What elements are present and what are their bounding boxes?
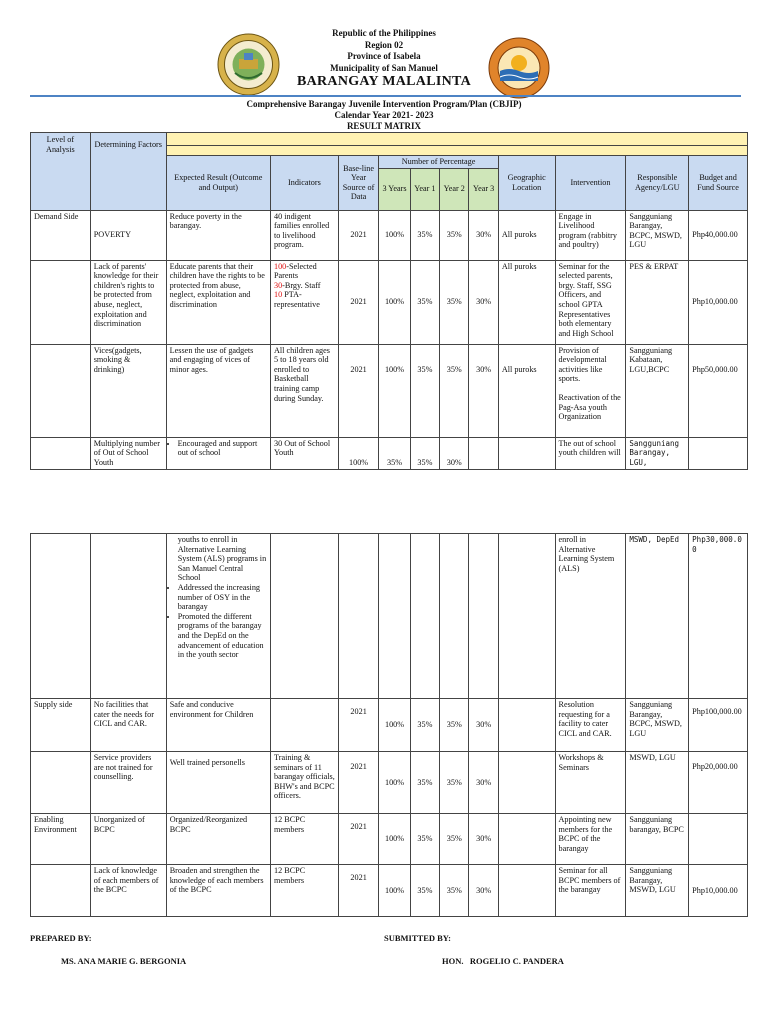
baseline-cell: 2021: [338, 699, 379, 752]
location-cell: [498, 437, 555, 469]
budget-cell: Php40,000.00: [689, 210, 748, 260]
agency-cell: Sangguniang Barangay, BCPC, MSWD, LGU: [626, 210, 689, 260]
indicator-cell: 12 BCPC members: [271, 865, 339, 917]
budget-cell: [689, 437, 748, 469]
col-factors-cell: [90, 156, 166, 211]
location-cell: [498, 699, 555, 752]
budget-cell: Php20,000.00: [689, 752, 748, 814]
result-matrix-header: [30, 155, 748, 470]
expected-cell: Reduce poverty in the barangay.: [166, 210, 270, 260]
pct-3y-cell: 100%: [379, 210, 410, 260]
level-cell: Demand Side: [31, 210, 91, 260]
matrix-title: RESULT MATRIX: [346, 121, 422, 131]
pct-y2-cell: 35%: [440, 865, 469, 917]
expected-cell: Educate parents that their children have the rights to be protected from abuse, neglect, exploitation and discrimination: [166, 260, 270, 344]
col-indicators: Indicators: [270, 156, 338, 211]
budget-cell: Php100,000.00: [689, 699, 748, 752]
pct-3y-cell: 100%: [379, 260, 410, 344]
col-percentage: Number of Percentage: [379, 156, 499, 169]
baseline-cell: 2021: [338, 814, 379, 865]
agency-cell: Sangguniang Barangay, MSWD, LGU: [626, 865, 689, 917]
intervention-text: Provision of developmental activities like sports.: [558, 345, 607, 384]
intervention-cell: [555, 344, 626, 437]
program-title: Comprehensive Barangay Juvenile Intervention Program/Plan (CBJIP): [246, 99, 522, 109]
republic-line: Republic of the Philippines: [332, 28, 436, 38]
preparer-name: MS. ANA MARIE G. BERGONIA: [61, 956, 187, 966]
budget-cell: Php30,000.00: [689, 534, 748, 699]
table-row: [31, 260, 748, 344]
pct-y3-cell: [469, 437, 498, 469]
level-cell: [31, 437, 91, 469]
agency-cell: Sangguniang Barangay, BCPC, MSWD, LGU: [626, 699, 689, 752]
col-budget: Budget and Fund Source: [689, 156, 748, 211]
table-row: [31, 865, 748, 917]
expected-cell: [166, 437, 270, 469]
agency-cell: Sangguniang barangay, BCPC: [626, 814, 689, 865]
indicator-label: -Selected Parents: [273, 261, 317, 281]
col-3years: 3 Years: [379, 168, 410, 210]
header-divider: [30, 95, 741, 97]
budget-cell: Php10,000.00: [689, 260, 748, 344]
table-row: [31, 752, 748, 814]
baseline-cell: 2021: [338, 344, 379, 437]
pct-y2-cell: [440, 534, 469, 699]
pct-3y-cell: 100%: [379, 344, 410, 437]
expected-cell: Lessen the use of gadgets and engaging of vices of minor ages.: [166, 344, 270, 437]
indicator-cell: [270, 260, 338, 344]
col-location: Geographic Location: [498, 156, 555, 211]
prepared-by-label: PREPARED BY:: [30, 933, 92, 943]
intervention-text-2: Reactivation of the Pag-Asa youth Organization: [558, 392, 621, 422]
yellow-band-1: [166, 133, 747, 146]
pct-y1-cell: 35%: [410, 699, 439, 752]
factor-cell: Unorganized of BCPC: [90, 814, 166, 865]
intervention-cell: Seminar for the selected parents, brgy. Staff, SSG Officers, and school GPTA Representatives both elementary and High School: [555, 260, 626, 344]
pct-y1-cell: 35%: [410, 210, 439, 260]
indicator-cell: [271, 534, 339, 699]
pct-y2-cell: 35%: [440, 210, 469, 260]
pct-y3-cell: 30%: [469, 699, 498, 752]
col-factors: Determining Factors: [90, 133, 166, 158]
municipality-line: Municipality of San Manuel: [330, 62, 438, 73]
baseline-cell: 2021: [338, 260, 379, 344]
level-cell: [31, 260, 91, 344]
location-cell: [498, 752, 555, 814]
location-cell: All puroks: [498, 210, 555, 260]
location-cell: All puroks: [498, 260, 555, 344]
agency-cell: PES & ERPAT: [626, 260, 689, 344]
factor-cell: Vices(gadgets, smoking & drinking): [90, 344, 166, 437]
factor-cell: Service providers are not trained for counselling.: [90, 752, 166, 814]
col-year3: Year 3: [469, 168, 498, 210]
budget-cell: Php50,000.00: [689, 344, 748, 437]
expected-cell: [166, 534, 270, 699]
baseline-cell: 100%: [338, 437, 379, 469]
expected-bullet: • Addressed the increasing number of OSY in the barangay: [178, 583, 267, 612]
intervention-cell: The out of school youth children will: [555, 437, 626, 469]
result-matrix-table-page2: [30, 533, 748, 917]
budget-cell: [689, 814, 748, 865]
pct-y2-cell: 35%: [440, 814, 469, 865]
col-intervention: Intervention: [555, 156, 626, 211]
table-row: [31, 699, 748, 752]
indicator-cell: Training & seminars of 11 barangay officials, BHW's and BCPC officers.: [271, 752, 339, 814]
expected-bullet: • Encouraged and support out of school: [178, 439, 267, 458]
pct-y3-cell: 30%: [469, 814, 498, 865]
col-year2: Year 2: [440, 168, 469, 210]
table-row: [31, 437, 748, 469]
baseline-cell: 2021: [338, 210, 379, 260]
region-line: Region 02: [364, 39, 404, 50]
table-row: [31, 534, 748, 699]
expected-cell: Organized/Reorganized BCPC: [166, 814, 270, 865]
pct-y3-cell: 30%: [469, 210, 498, 260]
pct-y1-cell: 35%: [410, 752, 439, 814]
pct-y2-cell: 35%: [440, 699, 469, 752]
pct-y2-cell: 30%: [440, 437, 469, 469]
level-cell: [31, 752, 91, 814]
agency-cell: Sangguniang Barangay, LGU,: [626, 437, 689, 469]
pct-y2-cell: 35%: [440, 260, 469, 344]
pct-y2-cell: 35%: [440, 344, 469, 437]
agency-cell: MSWD, DepEd: [626, 534, 689, 699]
indicator-label: PTA-representative: [273, 290, 320, 309]
pct-y3-cell: 30%: [469, 344, 498, 437]
col-level: Level of Analysis: [31, 133, 91, 158]
submitted-by-label: SUBMITTED BY:: [384, 933, 451, 943]
pct-y1-cell: 35%: [410, 437, 439, 469]
document-titles: [0, 99, 768, 132]
level-cell: [31, 344, 91, 437]
indicator-count: 30: [273, 280, 283, 290]
expected-cell: Well trained personells: [166, 752, 270, 814]
intervention-cell: Seminar for all BCPC members of the barangay: [555, 865, 626, 917]
indicator-cell: [271, 699, 339, 752]
expected-bullet: • Promoted the different programs of the barangay and the DepEd on the advancement of education in the youth sector: [178, 612, 267, 660]
pct-3y-cell: 100%: [379, 865, 410, 917]
intervention-cell: Workshops & Seminars: [555, 752, 626, 814]
pct-y3-cell: 30%: [469, 260, 498, 344]
expected-continued: youths to enroll in Alternative Learning System (ALS) programs in San Manuel Central School: [177, 535, 267, 583]
agency-cell: MSWD, LGU: [626, 752, 689, 814]
pct-y1-cell: 35%: [410, 865, 439, 917]
col-agency: Responsible Agency/LGU: [626, 156, 689, 211]
level-cell: Enabling Environment: [31, 814, 91, 865]
letterhead: [0, 28, 768, 90]
pct-3y-cell: 35%: [379, 437, 410, 469]
table-row: [31, 210, 748, 260]
factor-cell: Multiplying number of Out of School Youth: [90, 437, 166, 469]
pct-3y-cell: 100%: [379, 752, 410, 814]
col-baseline: Base-line Year Source of Data: [338, 156, 379, 211]
intervention-cell: Appointing new members for the BCPC of the barangay: [555, 814, 626, 865]
level-cell: Supply side: [31, 699, 91, 752]
indicator-count: 100: [273, 261, 287, 271]
pct-y3-cell: 30%: [469, 752, 498, 814]
indicator-count: 10: [273, 290, 283, 300]
pct-y1-cell: 35%: [410, 344, 439, 437]
col-expected: Expected Result (Outcome and Output): [166, 156, 270, 211]
pct-y2-cell: 35%: [440, 752, 469, 814]
location-cell: [498, 865, 555, 917]
province-line: Province of Isabela: [347, 51, 421, 61]
factor-cell: No facilities that cater the needs for CICL and CAR.: [90, 699, 166, 752]
agency-cell: Sangguniang Kabataan, LGU,BCPC: [626, 344, 689, 437]
pct-3y-cell: [379, 534, 410, 699]
baseline-cell: 2021: [338, 752, 379, 814]
expected-cell: Safe and conducive environment for Children: [166, 699, 270, 752]
col-level-cell: [31, 156, 91, 211]
col-year1: Year 1: [410, 168, 439, 210]
pct-y3-cell: 30%: [469, 865, 498, 917]
factor-cell: [90, 534, 166, 699]
pct-y1-cell: 35%: [410, 814, 439, 865]
factor-cell: POVERTY: [90, 210, 166, 260]
baseline-cell: [338, 534, 379, 699]
indicator-cell: 40 indigent families enrolled to livelihood program.: [270, 210, 338, 260]
intervention-cell: enroll in Alternative Learning System (ALS): [555, 534, 626, 699]
pct-y1-cell: [410, 534, 439, 699]
pct-3y-cell: 100%: [379, 699, 410, 752]
factor-cell: Lack of parents' knowledge for their children's rights to be protected from abuse, neglect, exploitation and discrimination: [90, 260, 166, 344]
table-row: [31, 344, 748, 437]
location-cell: [498, 534, 555, 699]
budget-cell: Php10,000.00: [689, 865, 748, 917]
indicator-cell: All children ages 5 to 18 years old enrolled to Basketball training camp during Sunday.: [270, 344, 338, 437]
pct-y1-cell: 35%: [410, 260, 439, 344]
indicator-cell: 12 BCPC members: [271, 814, 339, 865]
calendar-year: Calendar Year 2021- 2023: [334, 110, 434, 120]
pct-3y-cell: 100%: [379, 814, 410, 865]
level-cell: [31, 534, 91, 699]
intervention-cell: Resolution requesting for a facility to cater CICL and CAR.: [555, 699, 626, 752]
factor-cell: Lack of knowledge of each members of the BCPC: [90, 865, 166, 917]
baseline-cell: 2021: [338, 865, 379, 917]
indicator-cell: 30 Out of School Youth: [270, 437, 338, 469]
table-row: [31, 814, 748, 865]
pct-y3-cell: [469, 534, 498, 699]
level-cell: [31, 865, 91, 917]
barangay-name: BARANGAY MALALINTA: [296, 74, 472, 89]
indicator-label: -Brgy. Staff: [282, 280, 321, 290]
expected-cell: Broaden and strengthen the knowledge of each members of the BCPC: [166, 865, 270, 917]
location-cell: All puroks: [498, 344, 555, 437]
location-cell: [498, 814, 555, 865]
intervention-cell: Engage in Livelihood program (rabbitry and poultry): [555, 210, 626, 260]
submitter-name: HON. ROGELIO C. PANDERA: [442, 956, 564, 966]
